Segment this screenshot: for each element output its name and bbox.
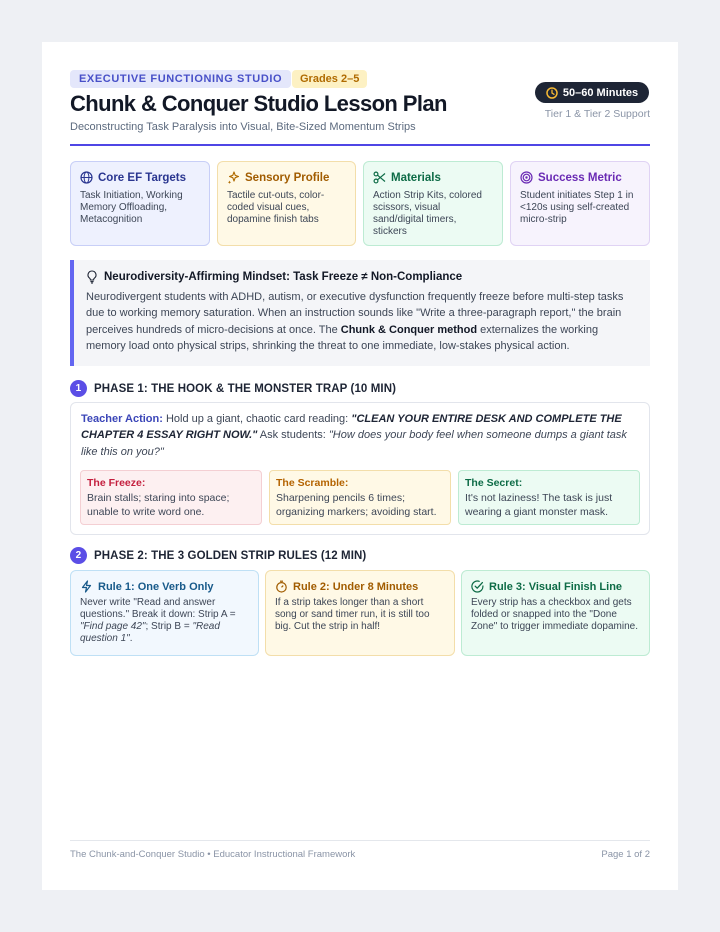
stopwatch-icon bbox=[275, 580, 288, 593]
rule-card-under-8 bbox=[265, 570, 455, 656]
secret-card: The Secret: It's not laziness! The task is just wearing a giant monster mask. bbox=[458, 470, 640, 525]
info-card-title: Core EF Targets bbox=[98, 171, 186, 184]
atom-icon bbox=[80, 171, 93, 184]
info-card-body: Action Strip Kits, colored scissors, visual sand/digital timers, stickers bbox=[373, 190, 482, 237]
rule-title: Rule 1: One Verb Only bbox=[98, 580, 214, 593]
scramble-card: The Scramble: Sharpening pencils 6 times; organizing markers; avoiding start. bbox=[269, 470, 451, 525]
target-icon bbox=[520, 171, 533, 184]
freeze-card: The Freeze: Brain stalls; staring into space; unable to write word one. bbox=[80, 470, 262, 525]
footer-divider bbox=[70, 840, 650, 841]
info-card-body: Tactile cut-outs, color-coded visual cues, dopamine finish tabs bbox=[227, 190, 325, 225]
rule-title: Rule 3: Visual Finish Line bbox=[489, 580, 623, 593]
mindset-text: Neurodivergent students with ADHD, autism, or executive dysfunction frequently freeze before multi-step tasks due to working memory saturation. When an instruction sounds like "Write a three-paragraph report," the brain perceives hundreds of micro-decisions at once. The Chunk & Conquer method externalizes the working memory load onto physical strips, shrinking the threat to one immediate, low-stakes physical action. bbox=[86, 291, 624, 352]
rule-body: Every strip has a checkbox and gets folded or snapped into the "Done Zone" to trigger immediate dopamine. bbox=[471, 597, 638, 632]
rule-card-finish-line bbox=[461, 570, 650, 656]
duration-label: 50–60 Minutes bbox=[562, 86, 639, 99]
phase-1-heading bbox=[70, 380, 396, 397]
clock-icon bbox=[546, 87, 558, 99]
phase-number-badge: 2 bbox=[70, 547, 87, 564]
info-card-title: Materials bbox=[391, 171, 441, 184]
lightbulb-icon bbox=[86, 270, 98, 284]
page-number: Page 1 of 2 bbox=[601, 849, 650, 860]
lightning-icon bbox=[80, 580, 93, 593]
rule-body: Never write "Read and answer questions." Break it down: Strip A = "Find page 42"; Strip B = "Read question 1". bbox=[80, 597, 236, 644]
lesson-plan-page bbox=[42, 42, 678, 890]
phase-title: PHASE 1: THE HOOK & THE MONSTER TRAP (10 MIN) bbox=[94, 382, 397, 395]
grade-badge: Grades 2–5 bbox=[292, 70, 367, 88]
phase-2-heading bbox=[70, 547, 366, 564]
check-circle-icon bbox=[471, 580, 484, 593]
rule-title: Rule 2: Under 8 Minutes bbox=[293, 580, 419, 593]
mindset-title: Neurodiversity-Affirming Mindset: Task Freeze ≠ Non-Compliance bbox=[104, 271, 463, 283]
info-card-body: Task Initiation, Working Memory Offloading, Metacognition bbox=[80, 190, 183, 225]
sparkles-icon bbox=[227, 171, 240, 184]
info-card-title: Sensory Profile bbox=[245, 171, 330, 184]
scissors-icon bbox=[373, 171, 386, 184]
phase-title: PHASE 2: THE 3 GOLDEN STRIP RULES (12 MIN) bbox=[94, 549, 367, 562]
rule-body: If a strip takes longer than a short song or sand timer run, it is still too big. Cut the strip in half! bbox=[275, 597, 430, 632]
info-card-body: Student initiates Step 1 in <120s using self-created micro-strip bbox=[520, 190, 634, 225]
info-card-success bbox=[510, 161, 650, 246]
info-card-core-ef bbox=[70, 161, 210, 246]
mindset-callout bbox=[70, 260, 650, 366]
header-divider bbox=[70, 144, 650, 146]
rule-card-one-verb bbox=[70, 570, 259, 656]
info-card-title: Success Metric bbox=[538, 171, 622, 184]
tier-label: Tier 1 & Tier 2 Support bbox=[544, 108, 650, 120]
studio-label: EXECUTIVE FUNCTIONING STUDIO bbox=[70, 70, 291, 88]
info-card-sensory bbox=[217, 161, 356, 246]
teacher-action-text: Teacher Action: Hold up a giant, chaotic card reading: "CLEAN YOUR ENTIRE DESK AND COMPLETE THE CHAPTER 4 ESSAY RIGHT NOW." Ask students: "How does your body feel when someone dumps a giant task like this on you?" bbox=[81, 413, 627, 458]
duration-badge bbox=[535, 82, 649, 103]
page-subtitle: Deconstructing Task Paralysis into Visual, Bite-Sized Momentum Strips bbox=[70, 121, 416, 133]
footer-text: The Chunk-and-Conquer Studio • Educator Instructional Framework bbox=[70, 849, 356, 860]
page-title: Chunk & Conquer Studio Lesson Plan bbox=[70, 91, 447, 116]
phase-number-badge: 1 bbox=[70, 380, 87, 397]
info-card-materials bbox=[363, 161, 503, 246]
